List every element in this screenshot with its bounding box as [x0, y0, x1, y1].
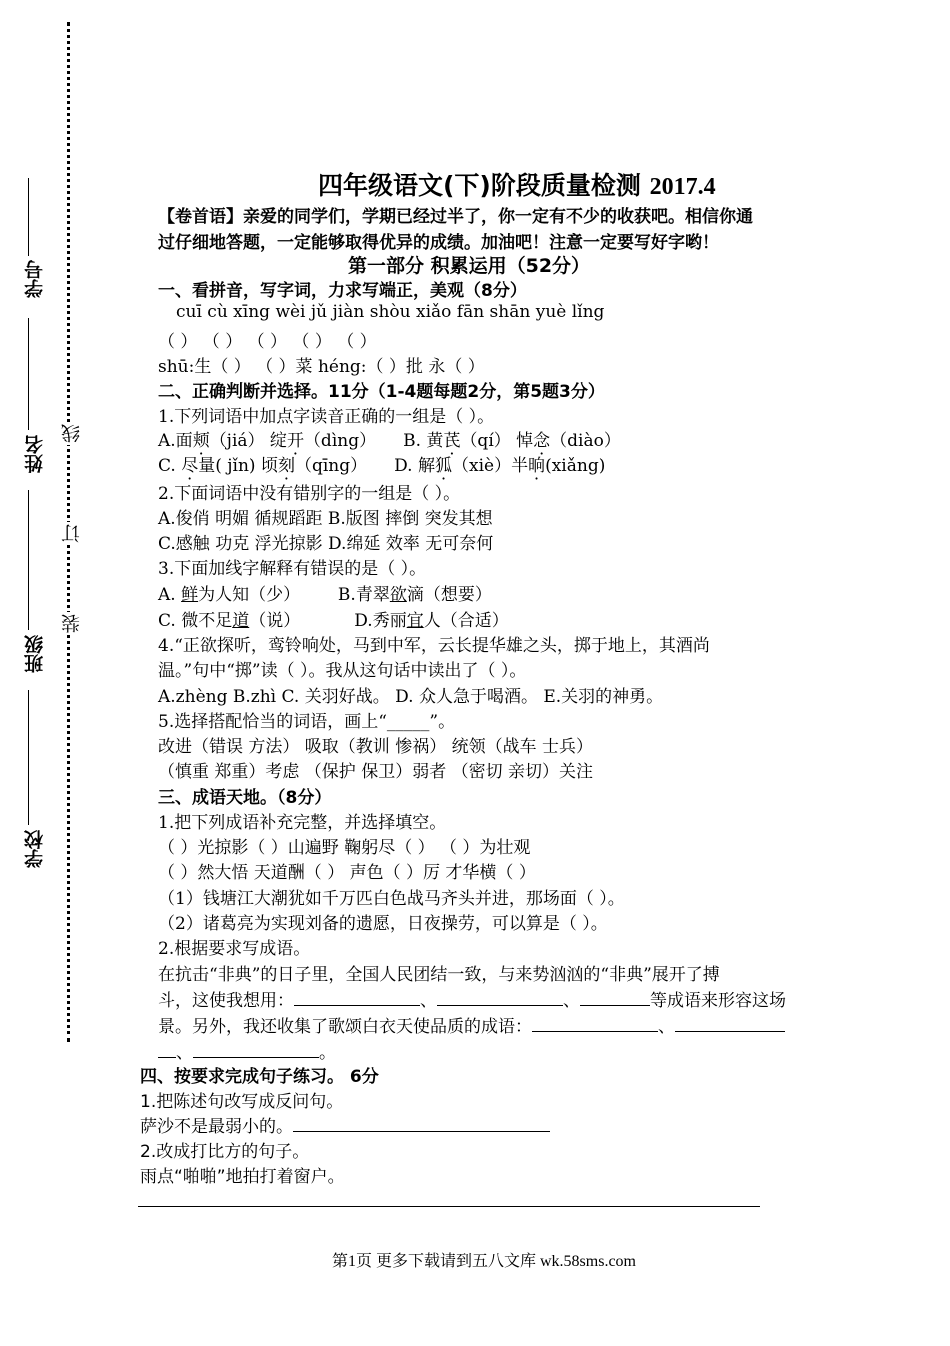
q3-2-text: 2.根据要求写成语。 [158, 939, 311, 959]
idiom-blank[interactable] [158, 1041, 176, 1058]
underlined-char: 欲 [389, 585, 407, 605]
dotted-char: 狐 [434, 456, 452, 476]
preface-line-2: 过仔细地答题，一定能够取得优异的成绩。加油吧！注意一定要写好字哟！ [158, 233, 719, 253]
underlined-char: 道 [232, 611, 250, 631]
q2-1-options-ab: A.面颊（jiá） 绽开（dìng） B. 黄芪（qí） 悼念（diào） [158, 431, 621, 451]
idiom-blank[interactable] [437, 989, 563, 1006]
dotted-char: 开 [286, 431, 304, 451]
binding-mark-ding: 订 [58, 522, 85, 545]
student-id-label: 学号 [21, 258, 48, 300]
idiom-blank[interactable] [294, 989, 420, 1006]
dotted-char: 芪 [443, 431, 461, 451]
page-footer: 第1页 更多下载请到五八文库 wk.58sms.com [332, 1253, 637, 1270]
idiom-blank[interactable] [675, 1015, 785, 1032]
q2-1-options-cd: C. 尽量( jǐn) 顷刻（qīng） D. 解狐（xiè）半晌(xiǎng) [158, 456, 606, 476]
q2-2-options-cd: C.感触 功克 浮光掠影 D.绵延 效率 无可奈何 [158, 534, 494, 554]
preface-line-1: 【卷首语】亲爱的同学们，学期已经过半了，你一定有不少的收获吧。相信你通 [158, 207, 753, 227]
q3-1-text: 1.把下列成语补充完整，并选择填空。 [158, 813, 447, 833]
q2-3-options-ab: A. 鲜为人知（少） B.青翠欲滴（想要） [158, 585, 492, 605]
q2-5-row-2[interactable]: （慎重 郑重）考虑 （保护 保卫）弱者 （密切 亲切）关注 [158, 762, 594, 782]
name-field[interactable] [28, 318, 29, 430]
idiom-fill-2[interactable]: （2）诸葛亮为实现刘备的遗愿，日夜操劳，可以算是（ ）。 [158, 914, 608, 934]
dotted-char: 晌 [528, 456, 546, 476]
class-label: 班级 [21, 633, 48, 675]
underlined-char: 宜 [406, 611, 424, 631]
class-field[interactable] [28, 490, 29, 630]
student-id-field[interactable] [28, 178, 29, 256]
section-4-heading: 四、按要求完成句子练习。 6分 [140, 1067, 379, 1087]
idiom-blank[interactable] [532, 1015, 658, 1032]
idiom-fill-1[interactable]: （1）钱塘江大潮犹如千万匹白色战马齐头并进，那场面（ ）。 [158, 889, 625, 909]
q2-2-options-ab: A.俊俏 明媚 循规蹈距 B.版图 摔倒 突发其想 [158, 509, 493, 529]
q3-2-para-3: 景。另外，我还收集了歌颂白衣天使品质的成语： 、 [158, 1012, 785, 1037]
q3-2-para-2: 斗，这使我想用： 、 、 等成语来形容这场 [158, 991, 786, 1011]
dotted-char: 刻 [277, 456, 295, 476]
q2-4-text-2[interactable]: 温。”句中“掷”读（ ）。我从这句话中读出了（ ）。 [158, 661, 527, 681]
section-2-heading: 二、正确判断并选择。11分（1-4题每题2分，第5题3分） [158, 382, 605, 402]
q3-2-para-1: 在抗击“非典”的日子里，全国人民团结一致，与来势汹汹的“非典”展开了搏 [158, 965, 720, 985]
q2-1-text: 1.下列词语中加点字读音正确的一组是（ ）。 [158, 407, 495, 427]
underlined-char: 鲜 [181, 585, 199, 605]
part-one-heading: 第一部分 积累运用（52分） [348, 255, 591, 277]
name-label: 姓名 [21, 433, 48, 475]
idiom-row-2[interactable]: （ ）然大悟 天道酬（ ） 声色（ ）厉 才华横（ ） [158, 863, 536, 883]
q3-2-para-4: 、 。 [158, 1038, 336, 1063]
q2-5-text: 5.选择搭配恰当的词语，画上“_____”。 [158, 712, 456, 732]
shu-heng-row[interactable]: shū:生（ ） （ ）菜 héng:（ ）批 永（ ） [158, 357, 485, 377]
pinyin-row: cuī cù xīng wèi jǔ jiàn shòu xiǎo fān shān yuè lǐng [176, 302, 605, 322]
q2-5-row-1[interactable]: 改进（错误 方法） 吸取（教训 惨祸） 统领（战车 士兵） [158, 737, 594, 757]
dotted-char: 颊 [192, 431, 210, 451]
dotted-char: 尽 [181, 456, 199, 476]
answer-line[interactable] [138, 1206, 760, 1207]
q2-2-text: 2.下面词语中没有错别字的一组是（ ）。 [158, 484, 461, 504]
section-3-heading: 三、成语天地。（8分） [158, 788, 332, 808]
binding-mark-line: 线 [58, 422, 85, 445]
dotted-char: 念 [533, 431, 551, 451]
answer-brackets-row[interactable]: （ ） （ ） （ ） （ ） （ ） [158, 332, 377, 352]
idiom-blank[interactable] [580, 989, 650, 1006]
q2-3-text: 3.下面加线字解释有错误的是（ ）。 [158, 559, 427, 579]
binding-mark-zhuang: 装 [58, 612, 85, 635]
page-title [318, 166, 716, 202]
q4-2-sentence: 雨点“啪啪”地拍打着窗户。 [140, 1167, 345, 1187]
q2-4-options: A.zhèng B.zhì C. 关羽好战。 D. 众人急于喝酒。 E.关羽的神勇。 [158, 687, 664, 707]
q4-1-text: 1.把陈述句改写成反问句。 [140, 1092, 344, 1112]
school-field[interactable] [28, 690, 29, 825]
idiom-row-1[interactable]: （ ）光掠影（ ）山遍野 鞠躬尽（ ） （ ）为壮观 [158, 838, 531, 858]
title-year: 2017.4 [649, 174, 716, 200]
section-1-heading: 一、看拼音，写字词，力求写端正，美观（8分） [158, 281, 527, 301]
title-text: 四年级语文(下)阶段质量检测 [318, 171, 641, 200]
answer-blank[interactable] [293, 1115, 550, 1132]
q4-1-sentence: 萨沙不是最弱小的。 [140, 1112, 550, 1137]
q2-4-text-1: 4.“正欲探听，鸾铃响处，马到中军，云长提华雄之头，掷于地上，其酒尚 [158, 636, 710, 656]
q4-2-text: 2.改成打比方的句子。 [140, 1142, 310, 1162]
school-label: 学校 [21, 828, 48, 870]
q2-3-options-cd: C. 微不足道（说） D.秀丽宜人（合适） [158, 611, 509, 631]
idiom-blank[interactable] [193, 1041, 319, 1058]
